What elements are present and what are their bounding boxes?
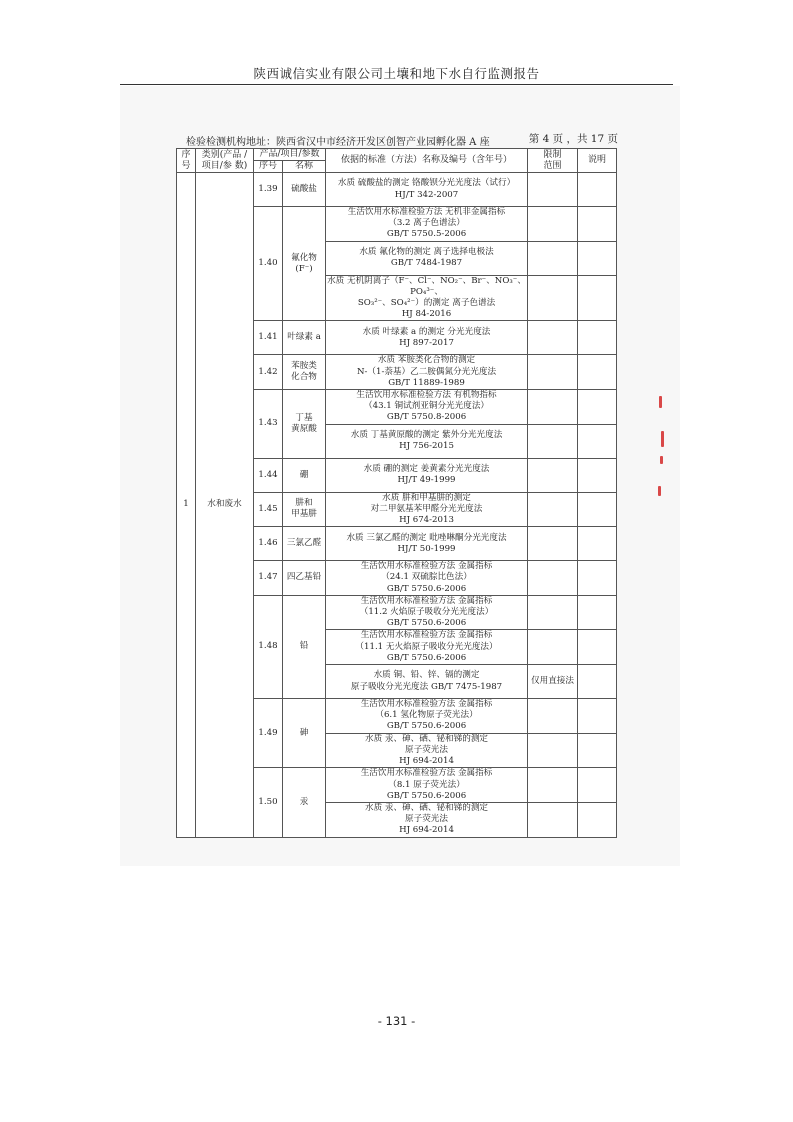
limit-cell bbox=[528, 173, 578, 207]
standards-table bbox=[176, 148, 617, 838]
limit-cell bbox=[528, 768, 578, 803]
header-product-group: 产品/项目/参数 bbox=[254, 149, 326, 161]
note-cell bbox=[578, 390, 617, 425]
header-seq: 序 号 bbox=[177, 149, 196, 173]
note-cell bbox=[578, 492, 617, 527]
standards-table-body bbox=[177, 173, 617, 838]
note-cell bbox=[578, 630, 617, 665]
note-cell bbox=[578, 207, 617, 242]
standard-cell: 水质 苯胺类化合物的测定 N-（1-萘基）乙二胺偶氮分光光度法 GB/T 11889-1989 bbox=[326, 355, 528, 390]
red-seal-mark bbox=[658, 486, 661, 496]
item-name-cell: 丁基 黄原酸 bbox=[283, 390, 326, 459]
item-no-cell: 1.39 bbox=[254, 173, 283, 207]
limit-cell bbox=[528, 492, 578, 527]
limit-cell bbox=[528, 527, 578, 561]
note-cell bbox=[578, 595, 617, 630]
item-no-cell: 1.43 bbox=[254, 390, 283, 459]
note-cell bbox=[578, 802, 617, 837]
note-cell bbox=[578, 527, 617, 561]
standard-cell: 水质 铜、铅、锌、镉的测定 原子吸收分光光度法 GB/T 7475-1987 bbox=[326, 665, 528, 699]
standard-cell: 水质 肼和甲基肼的测定 对二甲氨基苯甲醛分光光度法 HJ 674-2013 bbox=[326, 492, 528, 527]
item-no-cell: 1.41 bbox=[254, 321, 283, 355]
page-number: - 131 - bbox=[377, 1014, 416, 1028]
limit-cell bbox=[528, 699, 578, 734]
item-no-cell: 1.47 bbox=[254, 561, 283, 596]
limit-cell bbox=[528, 630, 578, 665]
item-no-cell: 1.40 bbox=[254, 207, 283, 321]
item-no-cell: 1.42 bbox=[254, 355, 283, 390]
item-no-cell: 1.45 bbox=[254, 492, 283, 527]
limit-cell bbox=[528, 458, 578, 492]
item-name-cell: 铅 bbox=[283, 595, 326, 698]
standard-cell: 水质 无机阴离子（F⁻、Cl⁻、NO₂⁻、Br⁻、NO₃⁻、PO₄³⁻、 SO₃²⁻、SO₄²⁻）的测定 离子色谱法 HJ 84-2016 bbox=[327, 275, 526, 320]
standard-cell: 水质 汞、砷、硒、铋和锑的测定 原子荧光法 HJ 694-2014 bbox=[326, 802, 528, 837]
note-cell bbox=[578, 321, 617, 355]
note-cell bbox=[578, 733, 617, 768]
standard-cell: 水质 汞、砷、硒、铋和锑的测定 原子荧光法 HJ 694-2014 bbox=[326, 733, 528, 768]
standard-cell: 生活饮用水标准检验方法 金属指标 （11.1 无火焰原子吸收分光光度法） GB/T 5750.6-2006 bbox=[326, 630, 528, 665]
standard-cell: 水质 三氯乙醛的测定 吡唑啉酮分光光度法 HJ/T 50-1999 bbox=[326, 527, 528, 561]
red-seal-mark bbox=[659, 396, 662, 408]
note-cell bbox=[578, 768, 617, 803]
header-item-no: 序号 bbox=[254, 161, 283, 173]
standard-cell: 水质 叶绿素 a 的测定 分光光度法 HJ 897-2017 bbox=[326, 321, 528, 355]
limit-cell bbox=[528, 241, 578, 275]
item-name-cell: 砷 bbox=[283, 699, 326, 768]
item-name-cell: 硫酸盐 bbox=[283, 173, 326, 207]
standard-cell: 生活饮用水标准检验方法 无机非金属指标 （3.2 离子色谱法） GB/T 5750.5-2006 bbox=[326, 207, 528, 242]
note-cell bbox=[578, 275, 617, 321]
red-seal-mark bbox=[660, 456, 663, 464]
standard-cell: 水质 硼的测定 姜黄素分光光度法 HJ/T 49-1999 bbox=[326, 458, 528, 492]
item-no-cell: 1.44 bbox=[254, 458, 283, 492]
item-name-cell: 苯胺类 化合物 bbox=[283, 355, 326, 390]
item-no-cell: 1.46 bbox=[254, 527, 283, 561]
group-category-cell: 水和废水 bbox=[196, 173, 254, 838]
red-seal-mark bbox=[661, 431, 664, 447]
note-cell bbox=[578, 561, 617, 596]
item-no-cell: 1.50 bbox=[254, 768, 283, 837]
item-name-cell: 叶绿素 a bbox=[283, 321, 326, 355]
header-limit: 限制 范围 bbox=[528, 149, 578, 173]
limit-cell bbox=[528, 733, 578, 768]
meta-row bbox=[186, 131, 618, 147]
item-no-cell: 1.48 bbox=[254, 595, 283, 698]
item-name-cell: 氟化物(F⁻) bbox=[283, 207, 326, 321]
limit-cell bbox=[528, 207, 578, 242]
limit-cell bbox=[528, 355, 578, 390]
header-standard: 依据的标准（方法）名称及编号（含年号） bbox=[326, 149, 528, 173]
standard-cell: 生活饮用水标准检验方法 金属指标 （24.1 双硫腙比色法） GB/T 5750.6-2006 bbox=[326, 561, 528, 596]
item-name-cell: 三氯乙醛 bbox=[283, 527, 326, 561]
standard-cell: 水质 硫酸盐的测定 铬酸钡分光光度法（试行） HJ/T 342-2007 bbox=[326, 173, 528, 207]
standard-cell: 生活饮用水标准检验方法 有机物指标 （43.1 铜试剂亚铜分光光度法） GB/T 5750.8-2006 bbox=[326, 390, 528, 425]
header-item-name: 名称 bbox=[283, 161, 326, 173]
group-seq-cell: 1 bbox=[177, 173, 196, 838]
page-info: 第 4 页 ，共 17 页 bbox=[528, 133, 618, 145]
lab-address: 检验检测机构地址：陕西省汉中市经济开发区创智产业园孵化器 A 座 bbox=[186, 137, 490, 148]
note-cell bbox=[578, 699, 617, 734]
limit-cell bbox=[528, 561, 578, 596]
item-name-cell: 肼和 甲基肼 bbox=[283, 492, 326, 527]
limit-cell: 仅用直接法 bbox=[528, 665, 578, 699]
page-header: 陕西诚信实业有限公司土壤和地下水自行监测报告 bbox=[120, 64, 673, 85]
standard-cell: 生活饮用水标准检验方法 金属指标 （6.1 氢化物原子荧光法） GB/T 5750.6-2006 bbox=[326, 699, 528, 734]
standard-cell: 生活饮用水标准检验方法 金属指标 （11.2 火焰原子吸收分光光度法） GB/T 5750.6-2006 bbox=[326, 595, 528, 630]
table-row bbox=[177, 173, 617, 207]
item-no-cell: 1.49 bbox=[254, 699, 283, 768]
limit-cell bbox=[528, 390, 578, 425]
item-name-cell: 硼 bbox=[283, 458, 326, 492]
note-cell bbox=[578, 241, 617, 275]
header-note: 说明 bbox=[578, 149, 617, 173]
standard-cell: 生活饮用水标准检验方法 金属指标 （8.1 原子荧光法） GB/T 5750.6-2006 bbox=[326, 768, 528, 803]
note-cell bbox=[578, 458, 617, 492]
limit-cell bbox=[528, 802, 578, 837]
header-category: 类别(产品 / 项目/参 数) bbox=[196, 149, 254, 173]
standard-cell: 水质 丁基黄原酸的测定 紫外分光光度法 HJ 756-2015 bbox=[326, 424, 528, 458]
limit-cell bbox=[528, 275, 578, 321]
item-name-cell: 汞 bbox=[283, 768, 326, 837]
limit-cell bbox=[528, 595, 578, 630]
limit-cell bbox=[528, 321, 578, 355]
item-name-cell: 四乙基铅 bbox=[283, 561, 326, 596]
note-cell bbox=[578, 173, 617, 207]
standard-cell: 水质 氟化物的测定 离子选择电极法 GB/T 7484-1987 bbox=[326, 241, 528, 275]
note-cell bbox=[578, 424, 617, 458]
note-cell bbox=[578, 665, 617, 699]
note-cell bbox=[578, 355, 617, 390]
limit-cell bbox=[528, 424, 578, 458]
